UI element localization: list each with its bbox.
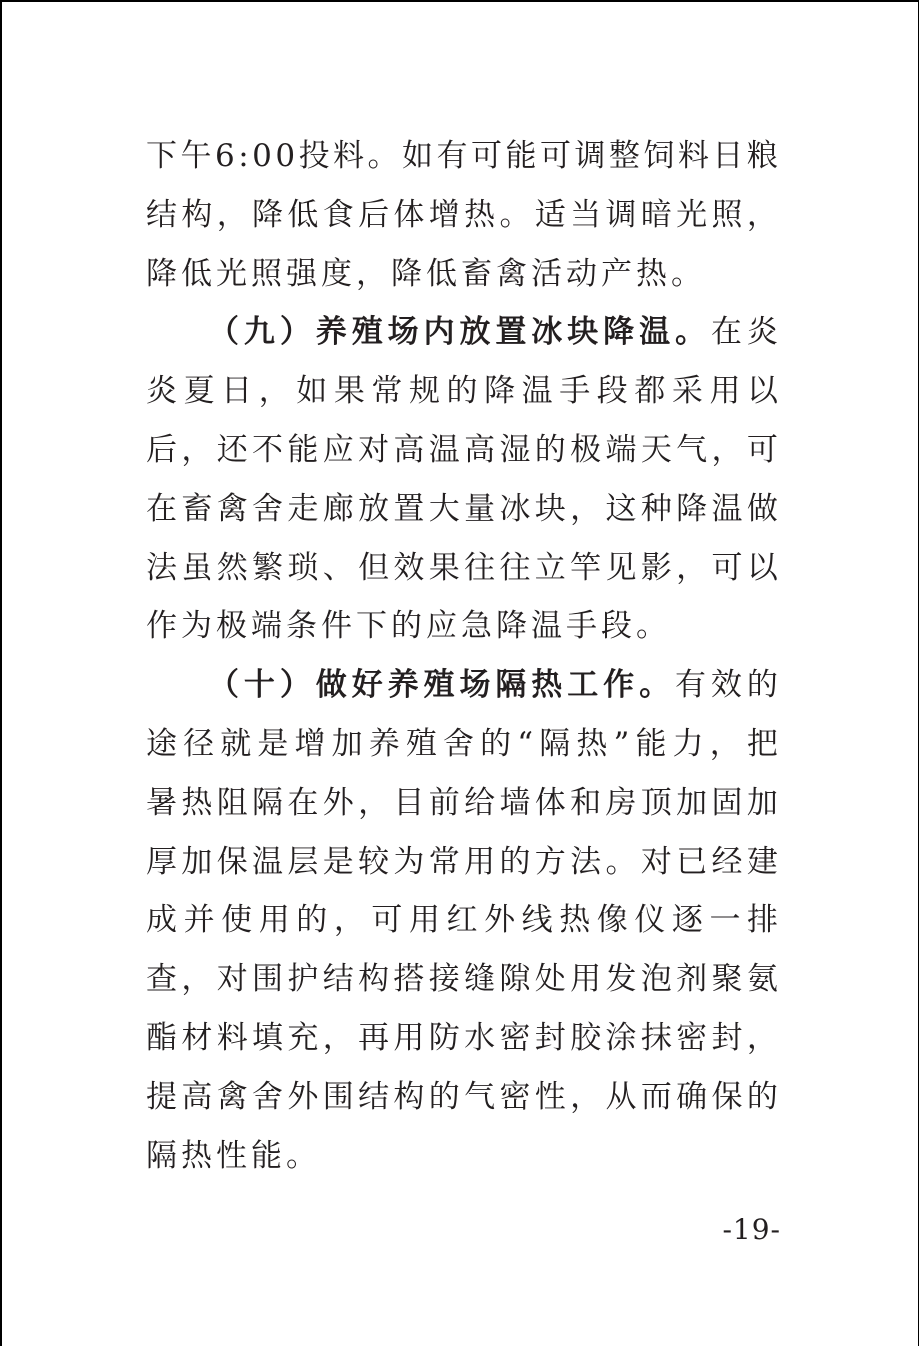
text-line: 成 并 使 用 的 ， 可 用 红 外 线 热 像 仪 逐 一 排 — [146, 902, 778, 939]
text-line: 查 ， 对 围 护 结 构 搭 接 缝 隙 处 用 发 泡 剂 聚 氨 — [146, 961, 778, 998]
text-line: 作 为 极 端 条 件 下 的 应 急 降 温 手 段 。 — [146, 608, 671, 645]
text-line: 酯 材 料 填 充 ， 再 用 防 水 密 封 胶 涂 抹 密 封 ， — [146, 1019, 778, 1056]
body-text — [146, 127, 778, 1185]
text-line: 在 畜 禽 舍 走 廊 放 置 大 量 冰 块 ， 这 种 降 温 做 — [146, 490, 778, 527]
text-line: 暑 热 阻 隔 在 外 ， 目 前 给 墙 体 和 房 顶 加 固 加 — [146, 784, 778, 821]
text-line: 炎 夏 日 ， 如 果 常 规 的 降 温 手 段 都 采 用 以 — [146, 373, 778, 410]
text-line: 途 径 就 是 增 加 养 殖 舍 的 “ 隔 热 ” 能 力 ， 把 — [146, 725, 778, 762]
text-line: 降 低 光 照 强 度 ， 降 低 畜 禽 活 动 产 热 。 — [146, 255, 706, 292]
text-line: 下 午 6 : 0 0 投 料 。 如 有 可 能 可 调 整 饲 料 日 粮 — [146, 138, 778, 174]
page-number: -19- — [722, 1213, 781, 1246]
text-line: 隔 热 性 能 。 — [146, 1137, 321, 1174]
text-line: 厚 加 保 温 层 是 较 为 常 用 的 方 法 。 对 已 经 建 — [146, 843, 778, 880]
text-line: 后 ， 还 不 能 应 对 高 温 高 湿 的 极 端 天 气 ， 可 — [146, 431, 778, 468]
text-line: 提 高 禽 舍 外 围 结 构 的 气 密 性 ， 从 而 确 保 的 — [146, 1078, 778, 1115]
text-line: 法 虽 然 繁 琐 、 但 效 果 往 往 立 竿 见 影 ， 可 以 — [146, 549, 778, 586]
text-line: （ 九 ） 养 殖 场 内 放 置 冰 块 降 温 。 在 炎 — [208, 314, 778, 351]
text-line: （ 十 ） 做 好 养 殖 场 隔 热 工 作 。 有 效 的 — [208, 667, 778, 704]
text-line: 结 构 ， 降 低 食 后 体 增 热 。 适 当 调 暗 光 照 ， — [146, 196, 778, 233]
